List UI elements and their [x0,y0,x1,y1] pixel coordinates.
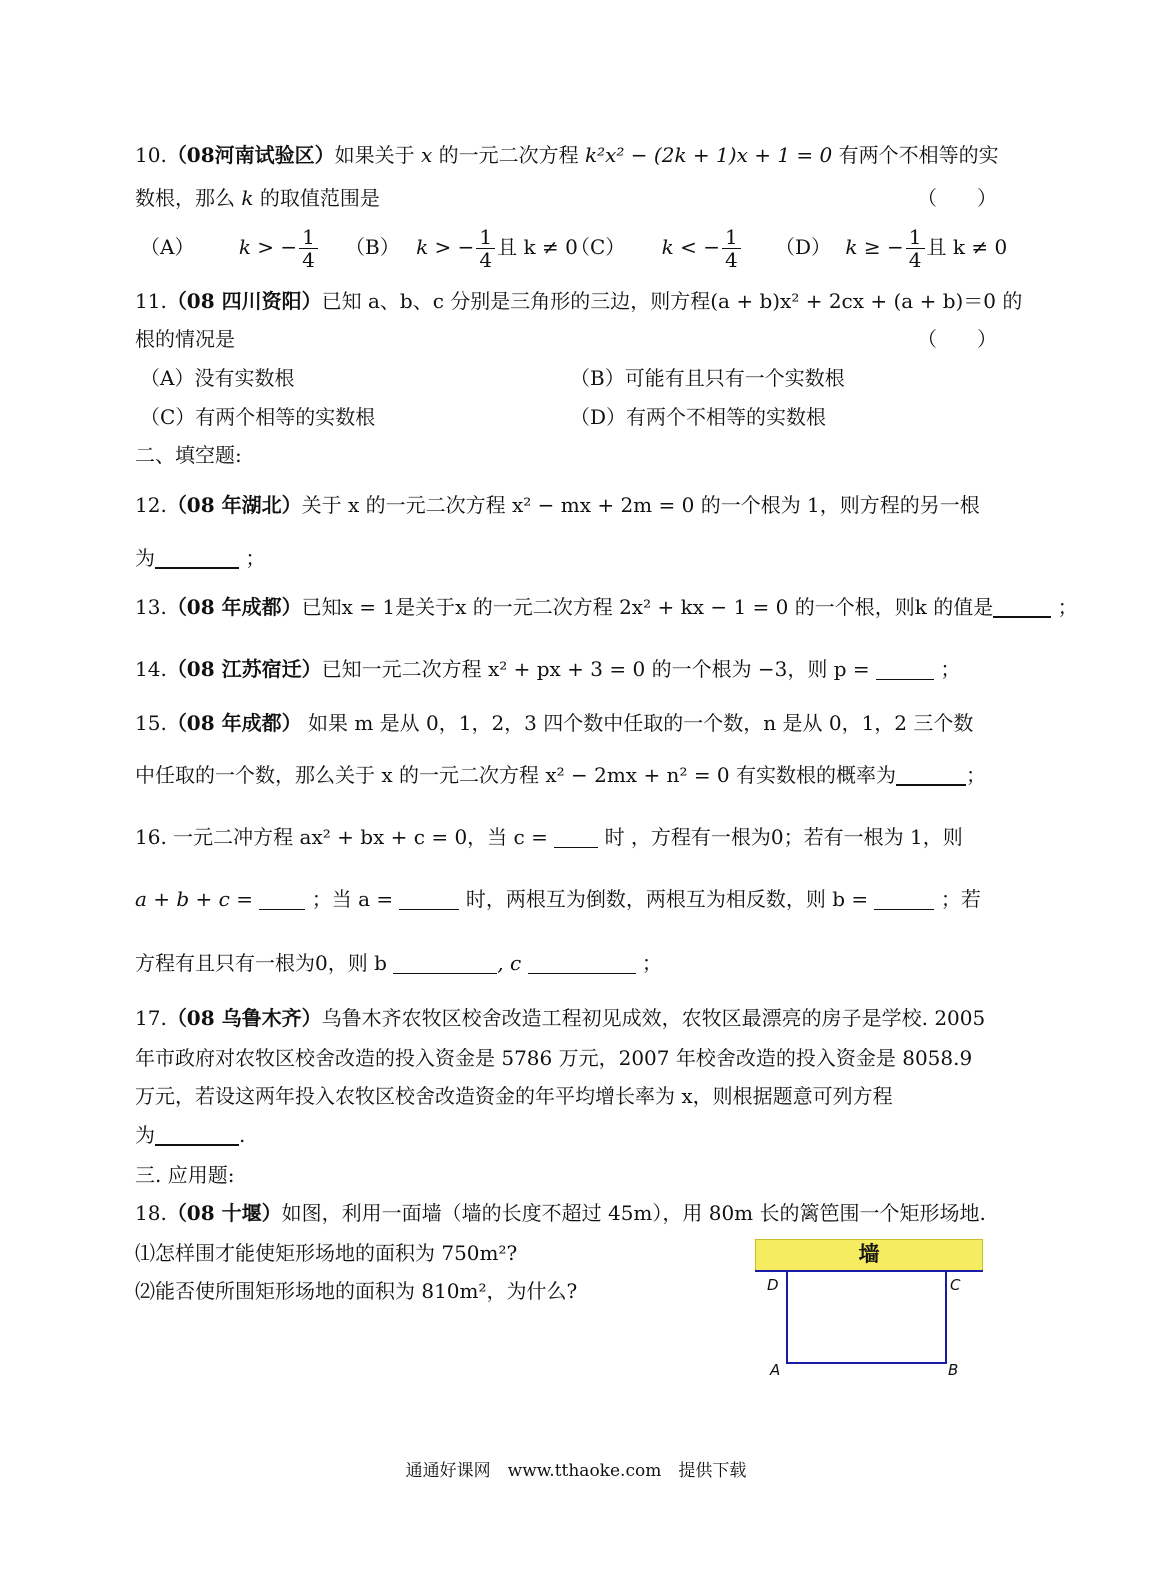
q12-line1 [135,490,980,520]
q12-line2-text: 为 [135,546,155,570]
q10-line2b-text: 的取值范围是 [259,186,380,210]
vertex-label-d: D [767,1276,779,1294]
vertex-label-b: B [948,1361,959,1379]
punctuation: ； [940,657,961,681]
question-number: 11. [135,289,167,313]
q10-option-d [775,226,1007,271]
answer-blank[interactable] [993,596,1051,618]
fraction [299,226,318,271]
punctuation: ； [1057,595,1078,619]
fraction-numerator: 1 [722,226,741,249]
q16-text: , c [497,951,522,975]
q15-line2 [135,760,986,790]
q10-answer-paren: （ ） [917,186,997,210]
option-tail: 且 k ≠ 0 [926,235,1008,259]
question-source: （08 年成都） [166,711,302,735]
question-source: （08 四川资阳） [166,289,322,313]
q11-line1 [135,286,1022,316]
question-number: 14. [135,657,167,681]
q17-line2: 年市政府对农牧区校舍改造的投入资金是 5786 万元，2007 年校舍改造的投入资金是 8058.9 [135,1046,973,1070]
q13-stem: 已知x = 1是关于x 的一元二次方程 2x² + kx − 1 = 0 的一个根，则k 的值是 [301,595,994,619]
question-source: （08 江苏宿迁） [166,657,322,681]
q16-line3 [135,948,662,978]
question-source: （08 年成都） [166,595,302,619]
punctuation: ； [641,951,662,975]
option-label: （C） [570,235,626,259]
q11-answer-paren: （ ） [917,327,997,351]
q16-line2 [135,884,981,914]
q17-line1 [135,1003,985,1033]
answer-blank[interactable] [528,953,636,974]
q10-line2 [135,183,380,213]
rectangle-field [786,1272,947,1364]
q16-text: 时 ，方程有一根为0；若有一根为 1，则 [604,825,963,849]
punctuation: . [239,1123,246,1147]
q16-text: a + b + c = [135,887,253,911]
q10-equation: k²x² − (2k + 1)x + 1 = 0 [585,143,833,167]
answer-blank[interactable] [896,764,966,786]
vertex-label-c: C [950,1276,961,1294]
question-number: 17. [135,1006,167,1030]
answer-blank[interactable] [393,953,497,974]
punctuation: ； [966,763,987,787]
q16-text: 时，两根互为倒数，两根互为相反数，则 b = [465,887,869,911]
q16-text: ；当 a = [311,887,394,911]
answer-blank[interactable] [554,827,598,848]
section-heading-application: 三. 应用题: [135,1163,235,1187]
q10-option-c [570,226,743,271]
fraction-denominator: 4 [479,248,493,272]
q11-option-b: （B）可能有且只有一个实数根 [570,366,845,390]
q16-text: 方程有且只有一根为0，则 b [135,951,387,975]
answer-blank[interactable] [876,659,934,680]
fraction-denominator: 4 [302,248,315,272]
option-expression: k < − [661,235,721,259]
question-source: （08 十堰） [166,1201,282,1225]
q16-text: ；若 [940,887,981,911]
answer-blank[interactable] [259,889,305,910]
question-source: （08 乌鲁木齐） [166,1006,322,1030]
option-label: （D） [775,235,832,259]
q10-option-b [345,226,578,271]
q18-line1 [135,1198,986,1228]
fraction-denominator: 4 [725,248,738,272]
q11-stem: 已知 a、b、c 分别是三角形的三边，则方程(a + b)x² + 2cx + (a + b)＝0 的 [321,289,1023,313]
q18-sub1: ⑴怎样围才能使矩形场地的面积为 750m²? [135,1241,518,1265]
q10-line1 [135,140,999,170]
q16-text: 一元二冲方程 ax² + bx + c = 0，当 c = [173,825,548,849]
fraction-numerator: 1 [299,226,318,249]
q18-stem: 如图，利用一面墙（墙的长度不超过 45m），用 80m 长的篱笆围一个矩形场地. [281,1201,986,1225]
fraction-numerator: 1 [906,226,925,249]
answer-blank[interactable] [155,547,239,569]
fraction [722,226,741,271]
q15-line1 [135,708,973,738]
q17-line4 [135,1120,245,1150]
answer-blank[interactable] [874,889,934,910]
question-source: （08河南试验区） [166,143,335,167]
option-tail: 且 k ≠ 0 [497,235,578,259]
option-label: （A） [140,235,195,259]
q17-line3: 万元，若设这两年投入农牧区校舍改造资金的年平均增长率为 x，则根据题意可列方程 [135,1084,893,1108]
page-footer: 通通好课网 www.tthaoke.com 提供下载 [405,1461,747,1481]
q18-sub2: ⑵能否使所围矩形场地的面积为 810m²，为什么? [135,1279,578,1303]
q11-option-d: （D）有两个不相等的实数根 [570,405,827,429]
option-expression: k ≥ − [845,235,904,259]
q10-stem-c: 有两个不相等的实 [838,143,999,167]
q10-line2-text: 数根，那么 [135,186,235,210]
question-number: 16. [135,825,167,849]
q15-stem: 如果 m 是从 0，1，2，3 四个数中任取的一个数，n 是从 0，1，2 三个数 [307,711,974,735]
q12-line2 [135,543,265,573]
q11-option-a: （A）没有实数根 [140,366,295,390]
fraction [476,226,495,271]
question-number: 10. [135,143,167,167]
question-number: 15. [135,711,167,735]
vertex-label-a: A [770,1361,781,1379]
option-expression: k > − [238,235,298,259]
answer-blank[interactable] [399,889,459,910]
q17-text: 乌鲁木齐农牧区校舍改造工程初见成效，农牧区最漂亮的房子是学校. 2005 [321,1006,986,1030]
variable-k: k [241,186,254,210]
answer-blank[interactable] [155,1124,239,1146]
fraction-numerator: 1 [476,226,495,249]
q13-line [135,592,1078,622]
option-label: （B） [345,235,400,259]
q11-line2: 根的情况是 [135,327,235,351]
q10-option-a [140,226,320,271]
q17-text: 为 [135,1123,155,1147]
q12-stem: 关于 x 的一元二次方程 x² − mx + 2m = 0 的一个根为 1，则方程的另一根 [301,493,980,517]
q14-line [135,654,960,684]
q10-stem-b: 的一元二次方程 [438,143,579,167]
q14-stem: 已知一元二次方程 x² + px + 3 = 0 的一个根为 −3，则 p = [321,657,870,681]
question-number: 18. [135,1201,167,1225]
q15-line2-text: 中任取的一个数，那么关于 x 的一元二次方程 x² − 2mx + n² = 0 有实数根的概率为 [135,763,897,787]
fraction [906,226,925,271]
punctuation: ； [245,546,266,570]
option-expression: k > − [416,235,475,259]
question-source: （08 年湖北） [166,493,302,517]
wall-bar [755,1239,983,1271]
wall-label: 墙 [858,1242,880,1266]
variable-x: x [421,143,433,167]
section-heading-fill-blank: 二、填空题: [135,443,242,467]
q10-stem-a: 如果关于 [334,143,415,167]
q11-option-c: （C）有两个相等的实数根 [140,405,376,429]
q16-line1 [135,822,963,852]
fraction-denominator: 4 [908,248,922,272]
question-number: 12. [135,493,167,517]
question-number: 13. [135,595,167,619]
